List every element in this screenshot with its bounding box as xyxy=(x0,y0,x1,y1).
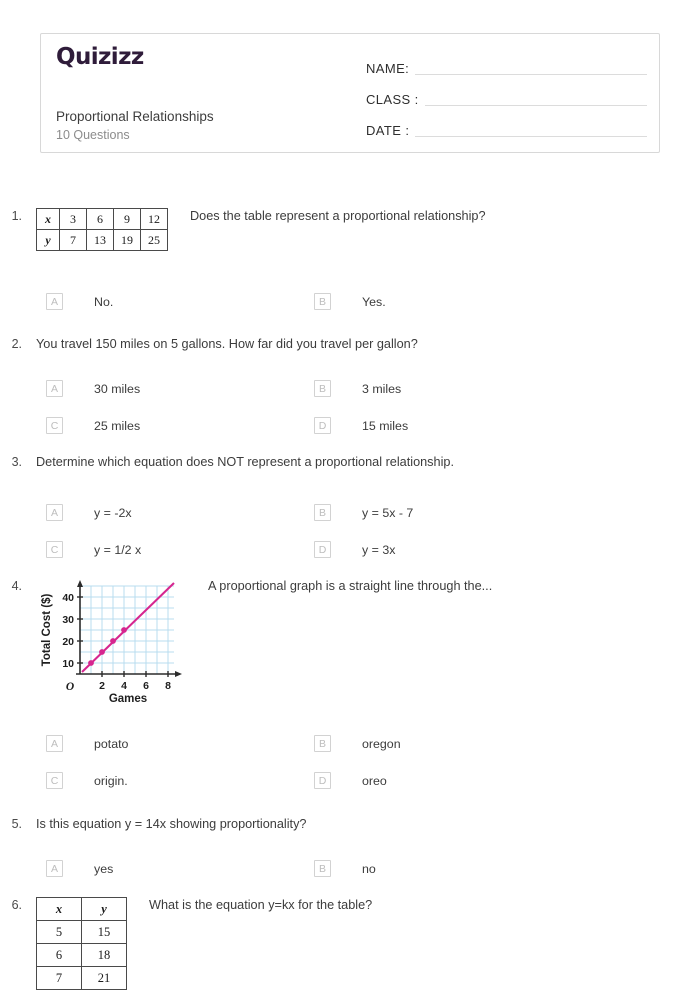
option-text: y = 1/2 x xyxy=(94,542,142,557)
data-point xyxy=(110,638,116,644)
y-axis-title: Total Cost ($) xyxy=(41,593,53,667)
option-a[interactable] xyxy=(0,370,310,407)
table-row xyxy=(37,230,168,251)
option-text: 30 miles xyxy=(94,381,141,396)
table-cell: 18 xyxy=(82,944,127,967)
option-text: potato xyxy=(94,736,129,751)
option-text: oregon xyxy=(362,736,401,751)
question-5-number: 5. xyxy=(11,817,22,831)
question-1 xyxy=(0,208,700,251)
option-letter: B xyxy=(314,504,331,521)
option-letter: B xyxy=(314,293,331,310)
option-d[interactable] xyxy=(310,407,620,444)
table-cell: 3 xyxy=(60,209,87,230)
option-c[interactable] xyxy=(0,407,310,444)
date-field-input[interactable] xyxy=(415,135,647,137)
question-2-number: 2. xyxy=(11,337,22,351)
table-cell: 15 xyxy=(82,921,127,944)
name-field-input[interactable] xyxy=(415,73,647,75)
proportional-graph-svg xyxy=(36,578,186,703)
option-d[interactable] xyxy=(310,762,620,799)
question-4-options xyxy=(0,725,700,799)
x-tick-label: 8 xyxy=(165,680,171,692)
table-cell: 6 xyxy=(87,209,114,230)
quiz-question-count: 10 Questions xyxy=(56,128,130,143)
option-text: 25 miles xyxy=(94,418,141,433)
x-axis-title: Games xyxy=(108,693,148,703)
question-3-number: 3. xyxy=(11,455,22,469)
option-letter: B xyxy=(314,380,331,397)
table-row xyxy=(37,209,168,230)
option-letter: A xyxy=(46,380,63,397)
y-tick-label: 10 xyxy=(62,658,74,670)
table-header-row xyxy=(37,898,127,921)
quizizz-logo: Quizizz xyxy=(56,44,144,70)
y-axis-arrow xyxy=(77,580,83,587)
x-axis-arrow xyxy=(175,671,182,677)
option-letter: C xyxy=(46,772,63,789)
y-tick-labels xyxy=(62,592,74,670)
option-letter: A xyxy=(46,293,63,310)
option-letter: D xyxy=(314,541,331,558)
class-field-input[interactable] xyxy=(425,104,647,106)
option-d[interactable] xyxy=(310,531,620,568)
option-b[interactable] xyxy=(310,850,620,887)
y-tick-label: 30 xyxy=(62,614,74,626)
option-a[interactable] xyxy=(0,850,310,887)
question-1-number: 1. xyxy=(11,209,22,223)
question-5-text: Is this equation y = 14x showing proportionality? xyxy=(36,817,307,831)
question-1-text: Does the table represent a proportional relationship? xyxy=(190,209,486,223)
option-text: origin. xyxy=(94,773,128,788)
table-cell: 12 xyxy=(141,209,168,230)
question-3-options xyxy=(0,494,700,568)
option-a[interactable] xyxy=(0,494,310,531)
question-1-table xyxy=(36,208,168,251)
question-2 xyxy=(0,336,700,353)
table-cell: 21 xyxy=(82,967,127,990)
option-b[interactable] xyxy=(310,283,620,320)
question-4 xyxy=(0,578,700,703)
date-field-label: DATE : xyxy=(366,123,410,138)
question-4-graph xyxy=(36,578,186,703)
option-b[interactable] xyxy=(310,370,620,407)
table-cell: 19 xyxy=(114,230,141,251)
student-info-fields xyxy=(366,48,647,141)
x-tick-label: 4 xyxy=(121,680,127,692)
option-text: Yes. xyxy=(362,294,386,309)
origin-label: O xyxy=(65,681,75,693)
question-5-options xyxy=(0,850,700,887)
option-c[interactable] xyxy=(0,531,310,568)
option-text: y = -2x xyxy=(94,505,132,520)
option-b[interactable] xyxy=(310,725,620,762)
question-6 xyxy=(0,897,700,990)
option-letter: C xyxy=(46,541,63,558)
date-field-row xyxy=(366,110,647,141)
question-2-options xyxy=(0,370,700,444)
question-1-options xyxy=(0,283,700,320)
option-text: y = 3x xyxy=(362,542,396,557)
question-4-text: A proportional graph is a straight line through the... xyxy=(208,579,493,593)
option-text: yes xyxy=(94,861,114,876)
option-a[interactable] xyxy=(0,725,310,762)
table-cell: 25 xyxy=(141,230,168,251)
table-row-header: y xyxy=(37,230,60,251)
class-field-row xyxy=(366,79,647,110)
quiz-title: Proportional Relationships xyxy=(56,109,214,124)
option-a[interactable] xyxy=(0,283,310,320)
table-row xyxy=(37,944,127,967)
table-cell: 7 xyxy=(37,967,82,990)
question-5 xyxy=(0,816,700,833)
x-tick-label: 2 xyxy=(99,680,105,692)
name-field-row xyxy=(366,48,647,79)
option-letter: B xyxy=(314,860,331,877)
option-text: no xyxy=(362,861,376,876)
option-letter: B xyxy=(314,735,331,752)
option-letter: D xyxy=(314,417,331,434)
name-field-label: NAME: xyxy=(366,61,410,76)
x-tick-label: 6 xyxy=(143,680,149,692)
data-point xyxy=(121,627,127,633)
option-text: 3 miles xyxy=(362,381,402,396)
question-6-text: What is the equation y=kx for the table? xyxy=(149,898,373,912)
table-cell: 13 xyxy=(87,230,114,251)
table-cell: 7 xyxy=(60,230,87,251)
table-cell: 6 xyxy=(37,944,82,967)
question-3 xyxy=(0,454,700,471)
class-field-label: CLASS : xyxy=(366,92,419,107)
question-4-number: 4. xyxy=(11,579,22,593)
table-row-header: x xyxy=(37,209,60,230)
option-letter: C xyxy=(46,417,63,434)
option-c[interactable] xyxy=(0,762,310,799)
worksheet-header-card xyxy=(40,33,660,153)
table-column-header: x xyxy=(37,898,82,921)
option-letter: A xyxy=(46,860,63,877)
y-tick-label: 20 xyxy=(62,636,74,648)
data-point xyxy=(88,660,94,666)
option-text: oreo xyxy=(362,773,387,788)
option-text: No. xyxy=(94,294,114,309)
question-2-text: You travel 150 miles on 5 gallons. How far did you travel per gallon? xyxy=(36,337,418,351)
question-3-text: Determine which equation does NOT represent a proportional relationship. xyxy=(36,455,454,469)
option-letter: A xyxy=(46,504,63,521)
table-column-header: y xyxy=(82,898,127,921)
option-letter: A xyxy=(46,735,63,752)
question-6-table xyxy=(36,897,127,990)
data-point xyxy=(99,649,105,655)
table-cell: 5 xyxy=(37,921,82,944)
option-text: 15 miles xyxy=(362,418,409,433)
table-cell: 9 xyxy=(114,209,141,230)
graph-trend-line xyxy=(82,583,174,672)
y-tick-label: 40 xyxy=(62,592,74,604)
option-letter: D xyxy=(314,772,331,789)
question-6-number: 6. xyxy=(11,898,22,912)
x-tick-labels xyxy=(99,680,171,692)
option-b[interactable] xyxy=(310,494,620,531)
table-row xyxy=(37,921,127,944)
option-text: y = 5x - 7 xyxy=(362,505,414,520)
header-left xyxy=(56,46,356,144)
table-row xyxy=(37,967,127,990)
